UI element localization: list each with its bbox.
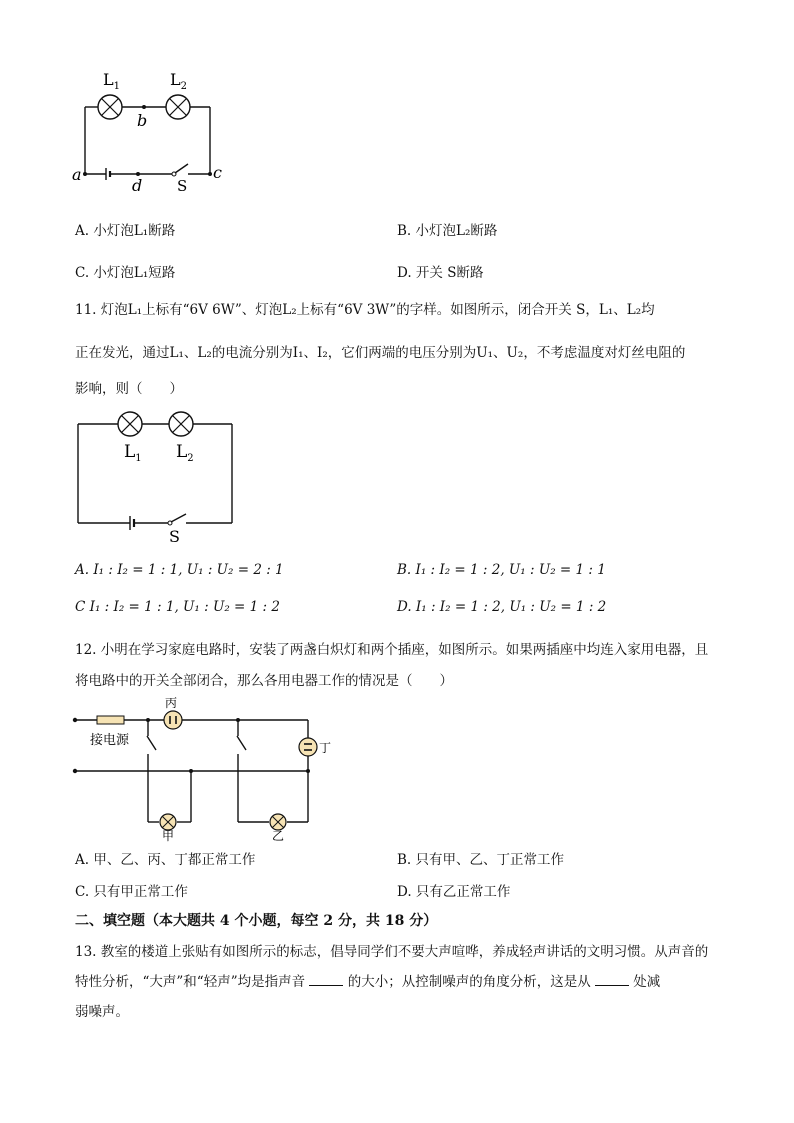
q10-circuit-diagram [60, 60, 240, 195]
lamp-l2-icon [166, 95, 190, 119]
label-a: a [72, 165, 82, 184]
label-s: S [177, 177, 188, 195]
q11-option-c[interactable]: C I₁ : I₂ = 1 : 1, U₁ : U₂ = 1 : 2 [75, 599, 280, 615]
lamp-jia-icon [160, 814, 176, 830]
q12-option-b[interactable]: B. 只有甲、乙、丁正常工作 [397, 852, 565, 868]
q12-stem-line2: 将电路中的开关全部闭合，那么各用电器工作的情况是（ ） [75, 673, 453, 689]
label-bing: 丙 [165, 696, 178, 710]
q11-option-d[interactable]: D. I₁ : I₂ = 1 : 2, U₁ : U₂ = 1 : 2 [397, 599, 607, 615]
q11-circuit-diagram [70, 405, 245, 545]
q11-option-a[interactable]: A. I₁ : I₂ = 1 : 1, U₁ : U₂ = 2 : 1 [75, 562, 284, 578]
label-s: S [169, 527, 180, 545]
label-l2: $L_2$ [176, 442, 194, 464]
q12-option-d[interactable]: D. 只有乙正常工作 [397, 884, 511, 900]
q10-option-b[interactable]: B. 小灯泡L₂断路 [397, 223, 498, 239]
label-yi: 乙 [272, 829, 285, 842]
q11-option-b[interactable]: B. I₁ : I₂ = 1 : 2, U₁ : U₂ = 1 : 1 [397, 562, 606, 578]
label-l1: $L_1$ [124, 442, 142, 464]
section-title-fill-blank: 二、填空题（本大题共 4 个小题，每空 2 分，共 18 分） [75, 913, 438, 929]
label-power: 接电源 [90, 733, 130, 748]
q11-stem-line2: 正在发光，通过L₁、L₂的电流分别为I₁、I₂，它们两端的电压分别为U₁、U₂，不考虑温度对灯丝电阻的 [75, 345, 686, 361]
q11-stem-line1: 11. 灯泡L₁上标有“6V 6W”、灯泡L₂上标有“6V 3W”的字样。如图所示，闭合开关 S，L₁、L₂均 [75, 302, 655, 318]
label-c: c [213, 163, 222, 182]
lamp-l2-icon [169, 412, 193, 436]
q12-household-circuit-diagram [66, 694, 356, 842]
lamp-yi-icon [270, 814, 286, 830]
q13-text-part-a: 特性分析，“大声”和“轻声”均是指声音 [75, 974, 306, 990]
q13-stem-line2 [75, 972, 725, 992]
q13-blank-2[interactable] [595, 973, 629, 986]
q13-stem-line1: 13. 教室的楼道上张贴有如图所示的标志，倡导同学们不要大声喧哗，养成轻声讲话的文明习惯。从声音的 [75, 944, 709, 960]
q12-option-c[interactable]: C. 只有甲正常工作 [75, 884, 188, 900]
q11-stem-line3: 影响，则（ ） [75, 381, 183, 397]
socket-ding-icon [299, 738, 317, 756]
q13-stem-line3: 弱噪声。 [75, 1004, 129, 1020]
q13-blank-1[interactable] [309, 973, 343, 986]
label-l2: $L_2$ [170, 70, 187, 92]
q12-option-a[interactable]: A. 甲、乙、丙、丁都正常工作 [75, 852, 256, 868]
socket-bing-icon [164, 711, 182, 729]
q13-text-part-b: 的大小；从控制噪声的角度分析，这是从 [347, 974, 591, 990]
label-d: d [132, 176, 143, 195]
q10-option-c[interactable]: C. 小灯泡L₁短路 [75, 265, 176, 281]
fuse-icon [97, 716, 124, 724]
lamp-l1-icon [118, 412, 142, 436]
q10-option-a[interactable]: A. 小灯泡L₁断路 [75, 223, 176, 239]
label-jia: 甲 [162, 829, 175, 842]
q12-stem-line1: 12. 小明在学习家庭电路时，安装了两盏白炽灯和两个插座，如图所示。如果两插座中均连入家用电器，且 [75, 642, 709, 658]
lamp-l1-icon [98, 95, 122, 119]
label-l1: $L_1$ [103, 70, 120, 92]
q10-option-d[interactable]: D. 开关 S断路 [397, 265, 484, 281]
label-ding: 丁 [319, 741, 332, 755]
q13-text-part-c: 处减 [633, 974, 661, 990]
label-b: b [137, 111, 148, 130]
